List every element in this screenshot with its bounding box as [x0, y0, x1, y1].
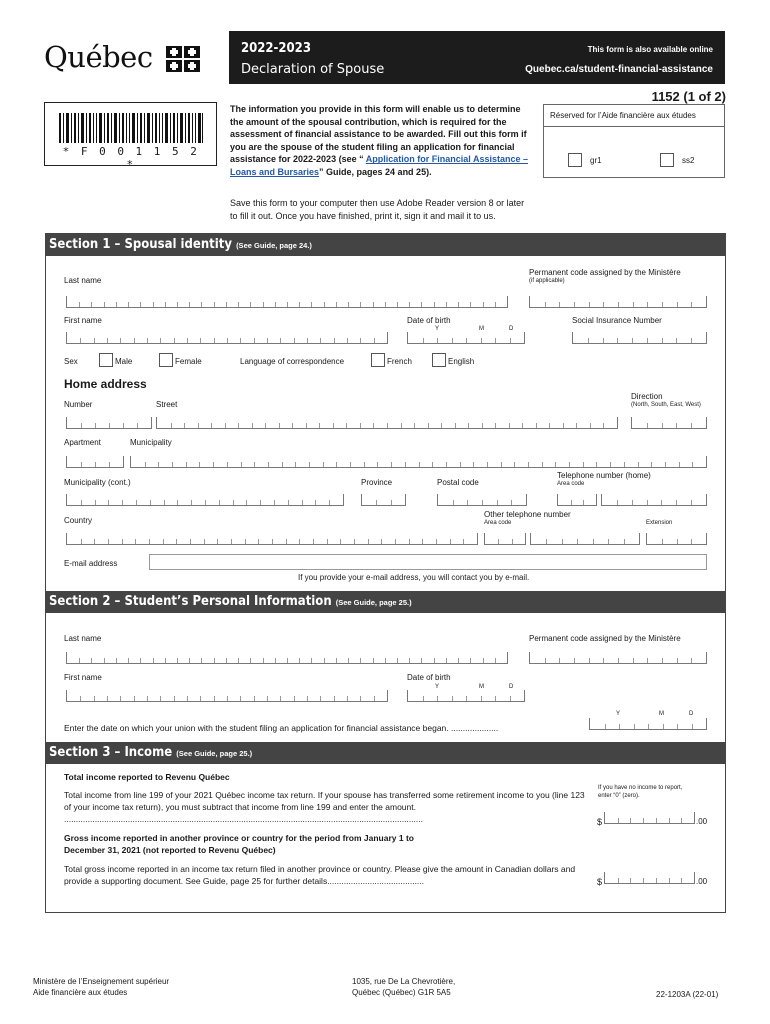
s2-dob-label: Date of birth: [407, 673, 451, 682]
section1-header: Section 1 – Spousal identity (See Guide, page 24.): [46, 234, 725, 256]
s1-postal-code-field[interactable]: [437, 494, 527, 506]
save-instructions: Save this form to your computer then use Adobe Reader version 8 or later to fill it out. Once you have finished, print it, sign it and mail it to us.: [230, 198, 525, 221]
s1-extension-label: Extension: [646, 520, 673, 526]
s2-first-name-field[interactable]: [66, 690, 388, 702]
s2-dob-y: Y: [435, 684, 440, 690]
s3-total-text: Total income from line 199 of your 2021 Québec income tax return. If your spouse has transferred some retirement income to you (line 123 of your income tax return), you must subtract that income from line 199 and enter the amount. ........................................................................................................................................................: [64, 790, 585, 824]
footer-ministry: Ministère de l’Enseignement supérieur Aide financière aux études: [33, 977, 170, 997]
gr1-label: gr1: [590, 156, 602, 165]
s1-other-phone-field[interactable]: [530, 533, 640, 545]
s1-first-name-label: First name: [64, 316, 102, 325]
s1-language-label: Language of correspondence: [240, 357, 345, 366]
s1-perm-code-label: Permanent code assigned by the Ministère: [529, 268, 681, 277]
reserved-box: [543, 104, 725, 178]
ss2-checkbox[interactable]: [660, 153, 674, 167]
s2-union-label: Enter the date on which your union with the student filing an application for financial assistance began. ....................: [64, 723, 499, 733]
barcode-text: * F 0 0 1 1 5 2 *: [62, 145, 200, 171]
s2-first-name-label: First name: [64, 673, 102, 682]
s1-email-note: If you provide your e-mail address, you will contact you by e-mail.: [298, 573, 530, 582]
gr1-checkbox[interactable]: [568, 153, 582, 167]
s2-dob-d: D: [509, 684, 514, 690]
s3-gross-text: Total gross income reported in an income tax return filed in another province or country. Please give the amount in Canadian dollars and provide a supporting document. See Guide, page 25 for further details.........................................: [64, 864, 576, 886]
intro-text: The information you provide in this form will enable us to determine the amount of the spousal contribution, which is required for the assessment of financial assistance to be awarded. Fill out this form if you are the spouse of the student filing an application for financial assistance for 2022-2023 (see “ Application for Financial Assistance – Loans and Bursaries” Guide, pages 24 and 25).: [230, 104, 528, 177]
s3-gross-heading: Gross income reported in another province or country for the period from January 1 to December 31, 2021 (not reported to Revenu Québec): [64, 833, 414, 855]
footer-address: 1035, rue De La Chevrotière, Québec (Québec) G1R 5A5: [352, 977, 456, 997]
s1-direction-field[interactable]: [631, 417, 707, 429]
s1-email-label: E-mail address: [64, 559, 118, 568]
s1-sin-field[interactable]: [572, 332, 707, 344]
s1-municipality-field[interactable]: [130, 456, 707, 468]
reserved-title: Réserved for l’Aide financière aux études: [550, 111, 696, 120]
s1-street-field[interactable]: [156, 417, 618, 429]
s1-direction-hint: (North, South, East, West): [631, 402, 701, 408]
s1-street-label: Street: [156, 400, 178, 409]
form-url[interactable]: Quebec.ca/student-financial-assistance: [525, 64, 713, 75]
s1-apartment-label: Apartment: [64, 438, 101, 447]
s2-perm-code-label: Permanent code assigned by the Ministère: [529, 634, 681, 643]
s2-union-y: Y: [616, 711, 621, 717]
ss2-label: ss2: [682, 156, 695, 165]
s2-union-d: D: [689, 711, 694, 717]
s1-direction-label: Direction: [631, 392, 663, 401]
header-banner: [229, 31, 725, 84]
barcode-box: [44, 102, 217, 171]
guide-link[interactable]: Application for Financial Assistance – Loans and Bursaries: [230, 154, 528, 177]
s2-union-date-field[interactable]: [589, 718, 707, 730]
section2-header: Section 2 – Student’s Personal Information (See Guide, page 25.): [46, 591, 725, 613]
s3-total-income-field[interactable]: [604, 812, 695, 824]
s1-last-name-label: Last name: [64, 276, 102, 285]
s3-total-heading: Total income reported to Revenu Québec: [64, 772, 230, 782]
s1-province-label: Province: [361, 478, 393, 487]
home-address-heading: Home address: [64, 377, 147, 391]
s1-perm-code-field[interactable]: [529, 296, 707, 308]
form-year: 2022-2023: [241, 41, 311, 56]
s1-tel-home-field[interactable]: [601, 494, 707, 506]
s1-province-field[interactable]: [361, 494, 406, 506]
form-body: [45, 233, 726, 913]
s1-municipality-cont-label: Municipality (cont.): [64, 478, 131, 487]
available-online-note: This form is also available online: [587, 45, 713, 54]
s1-number-label: Number: [64, 400, 93, 409]
s1-sex-label: Sex: [64, 357, 78, 366]
s1-extension-field[interactable]: [646, 533, 707, 545]
s1-if-applicable: (if applicable): [529, 278, 565, 284]
s1-country-label: Country: [64, 516, 93, 525]
s2-last-name-field[interactable]: [66, 652, 508, 664]
s1-english-label: English: [448, 357, 475, 366]
s2-union-m: M: [659, 711, 664, 717]
s1-postal-code-label: Postal code: [437, 478, 479, 487]
s1-last-name-field[interactable]: [66, 296, 508, 308]
s1-male-label: Male: [115, 357, 133, 366]
s1-french-checkbox[interactable]: [371, 353, 385, 367]
s1-other-area-code: Area code: [484, 520, 512, 526]
s3-cents-1: .00: [696, 817, 708, 826]
barcode-icon: [59, 113, 203, 143]
s1-dob-field[interactable]: [407, 332, 525, 344]
s3-gross-income-field[interactable]: [604, 872, 695, 884]
quebec-logo: Québec: [44, 40, 153, 74]
s3-cents-2: .00: [696, 877, 708, 886]
s1-email-field[interactable]: [149, 554, 707, 570]
footer-form-code: 22-1203A (22-01): [656, 990, 719, 999]
s1-tel-home-label: Telephone number (home): [557, 471, 651, 480]
s1-sin-label: Social Insurance Number: [572, 316, 662, 325]
s1-english-checkbox[interactable]: [432, 353, 446, 367]
s3-no-income-note: If you have no income to report, enter “0” (zero).: [598, 785, 683, 799]
s1-tel-area-code: Area code: [557, 481, 585, 487]
s3-dollar-2: $: [597, 877, 603, 887]
s1-first-name-field[interactable]: [66, 332, 388, 344]
s3-dollar-1: $: [597, 817, 603, 827]
s1-dob-d: D: [509, 326, 514, 332]
s1-apartment-field[interactable]: [66, 456, 124, 468]
s1-other-area-field[interactable]: [484, 533, 526, 545]
s1-other-phone-label: Other telephone number: [484, 510, 571, 519]
s1-dob-label: Date of birth: [407, 316, 451, 325]
s1-french-label: French: [387, 357, 412, 366]
s1-dob-y: Y: [435, 326, 440, 332]
s1-number-field[interactable]: [66, 417, 152, 429]
s2-dob-field[interactable]: [407, 690, 525, 702]
section3-header: Section 3 – Income (See Guide, page 25.): [46, 742, 725, 764]
s1-municipality-label: Municipality: [130, 438, 172, 447]
s1-female-checkbox[interactable]: [159, 353, 173, 367]
form-title: Declaration of Spouse: [241, 62, 385, 77]
s2-dob-m: M: [479, 684, 484, 690]
s1-female-label: Female: [175, 357, 202, 366]
s2-last-name-label: Last name: [64, 634, 102, 643]
quebec-flag-icon: [166, 46, 200, 72]
s1-country-field[interactable]: [66, 533, 478, 545]
page-number: 1152 (1 of 2): [651, 89, 726, 104]
s1-dob-m: M: [479, 326, 484, 332]
s1-municipality-cont-field[interactable]: [66, 494, 344, 506]
s1-tel-area-field[interactable]: [557, 494, 597, 506]
s1-male-checkbox[interactable]: [99, 353, 113, 367]
s2-perm-code-field[interactable]: [529, 652, 707, 664]
